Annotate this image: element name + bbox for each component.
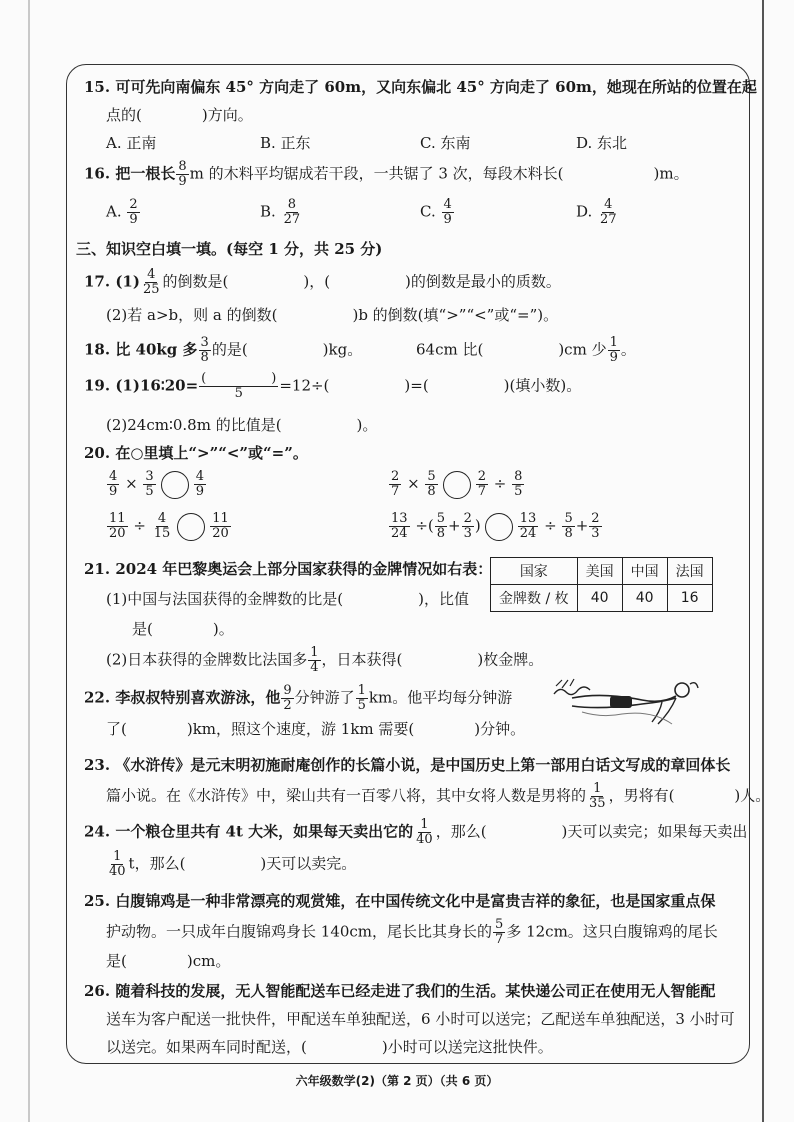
q20-title: 20. 在○里填上“>”“<”或“=”。: [84, 444, 308, 462]
q18-right: 64cm 比( )cm 少 $\frac{1}{9}$ 。: [416, 335, 636, 365]
q15-option-b: B. 正东: [260, 134, 311, 152]
page-edge-shadow: [28, 0, 30, 1122]
compare-circle[interactable]: [443, 471, 471, 499]
q16-option-d: D. $\frac{4}{27}$: [576, 197, 617, 227]
q23-line1: 23. 《水浒传》是元末明初施耐庵创作的长篇小说，是中国历史上第一部用白话文写成的章回体长: [84, 756, 731, 774]
q16-option-b: B. $\frac{8}{27}$: [260, 197, 301, 227]
table-header: 中国: [622, 558, 667, 585]
q16-option-a: A. $\frac{2}{9}$: [106, 197, 138, 227]
page-edge-line: [762, 0, 764, 1122]
q25-line3: 是( )cm。: [106, 952, 231, 970]
q21-line3: 是( )。: [132, 620, 234, 638]
table-row: [491, 585, 713, 612]
q17-line2: (2)若 a>b，则 a 的倒数( )b 的倒数(填“>”“<”或“=”)。: [106, 306, 559, 324]
q17-line1: 17. (1) $\frac{4}{25}$ 的倒数是( )，( )的倒数是最小的质数。: [84, 267, 561, 297]
q24-line1: 24. 一个粮仓里共有 4t 大米，如果每天卖出它的 $\frac{1}{40}$ ，那么( )天可以卖完；如果每天卖出: [84, 817, 748, 847]
q21-line2: (1)中国与法国获得的金牌数的比是( )，比值: [106, 590, 469, 608]
q21-line4: (2)日本获得的金牌数比法国多 $\frac{1}{4}$ ，日本获得( )枚金牌。: [106, 645, 544, 675]
q16-fraction: $\frac{8}{9}$: [178, 159, 187, 189]
section-3-title: 三、知识空白填一填。(每空 1 分，共 25 分): [76, 240, 383, 258]
q24-line2: $\frac{1}{40}$ t，那么( )天可以卖完。: [109, 849, 357, 879]
table-header: 国家: [491, 558, 578, 585]
q22-line2: 了( )km，照这个速度，游 1km 需要( )分钟。: [106, 720, 526, 738]
q18-left: 18. 比 40kg 多 $\frac{3}{8}$ 的是( )kg。: [84, 335, 363, 365]
q20-expr1: $\frac{4}{9}$ × $\frac{3}{5}$ $\frac{4}{9}$: [109, 469, 204, 499]
q15-line1: 15. 可可先向南偏东 45° 方向走了 60m，又向东偏北 45° 方向走了 60m，她现在所站的位置在起: [84, 78, 757, 96]
table-row-label: 金牌数 / 枚: [491, 585, 578, 612]
compare-circle[interactable]: [161, 471, 189, 499]
q16-option-c: C. $\frac{4}{9}$: [420, 197, 452, 227]
medal-table: [490, 557, 713, 612]
compare-circle[interactable]: [485, 513, 513, 541]
q25-line1: 25. 白腹锦鸡是一种非常漂亮的观赏雉，在中国传统文化中是富贵吉祥的象征，也是国家重点保: [84, 892, 716, 910]
table-cell: 40: [577, 585, 622, 612]
q15-option-a: A. 正南: [106, 134, 157, 152]
q20-expr4: $\frac{13}{24}$ ÷( $\frac{5}{8}$ + $\frac{2}{3}$ ) $\frac{13}{24}$ ÷ $\frac{5}{8}$ + $\frac{2}{3}$: [391, 511, 600, 541]
table-header: 美国: [577, 558, 622, 585]
q21-line1: 21. 2024 年巴黎奥运会上部分国家获得的金牌情况如右表：: [84, 560, 493, 578]
table-header-row: [491, 558, 713, 585]
q26-line1: 26. 随着科技的发展，无人智能配送车已经走进了我们的生活。某快递公司正在使用无人智能配: [84, 982, 716, 1000]
q15-line2: 点的( )方向。: [106, 106, 253, 124]
q25-line2: 护动物。一只成年白腹锦鸡身长 140cm，尾长比其身长的 $\frac{5}{7}$ 多 12cm。这只白腹锦鸡的尾长: [106, 917, 718, 947]
q20-expr3: $\frac{11}{20}$ ÷ $\frac{4}{15}$ $\frac{11}{20}$: [109, 511, 229, 541]
q26-line2: 送车为客户配送一批快件，甲配送车单独配送，6 小时可以送完；乙配送车单独配送，3 小时可: [106, 1010, 735, 1028]
q23-line2: 篇小说。在《水浒传》中，梁山共有一百零八将，其中女将人数是男将的 $\frac{1}{35}$ ，男将有( )人。: [106, 781, 771, 811]
q16-line: 16. 把一根长 $\frac{8}{9}$ m 的木料平均锯成若干段，一共锯了 3 次，每段木料长( )m。: [84, 159, 689, 189]
q15-option-c: C. 东南: [420, 134, 471, 152]
q15-option-d: D. 东北: [576, 134, 628, 152]
q22-line1: 22. 李叔叔特别喜欢游泳，他 $\frac{9}{2}$ 分钟游了 $\frac{1}{5}$ km。他平均每分钟游: [84, 683, 513, 713]
table-cell: 16: [667, 585, 712, 612]
compare-circle[interactable]: [177, 513, 205, 541]
swimmer-illustration: [552, 676, 702, 736]
q20-expr2: $\frac{2}{7}$ × $\frac{5}{8}$ $\frac{2}{7}$ ÷ $\frac{8}{5}$: [391, 469, 523, 499]
q19-line1: 19. (1)16∶20= $\frac{( )}{5}$ =12÷( )=( )(填小数)。: [84, 371, 582, 401]
q26-line3: 以送完。如果两车同时配送，( )小时可以送完这批快件。: [106, 1038, 553, 1056]
table-header: 法国: [667, 558, 712, 585]
table-cell: 40: [622, 585, 667, 612]
q19-line2: (2)24cm∶0.8m 的比值是( )。: [106, 416, 378, 434]
page-footer: 六年级数学(2)（第 2 页）（共 6 页）: [295, 1074, 499, 1088]
